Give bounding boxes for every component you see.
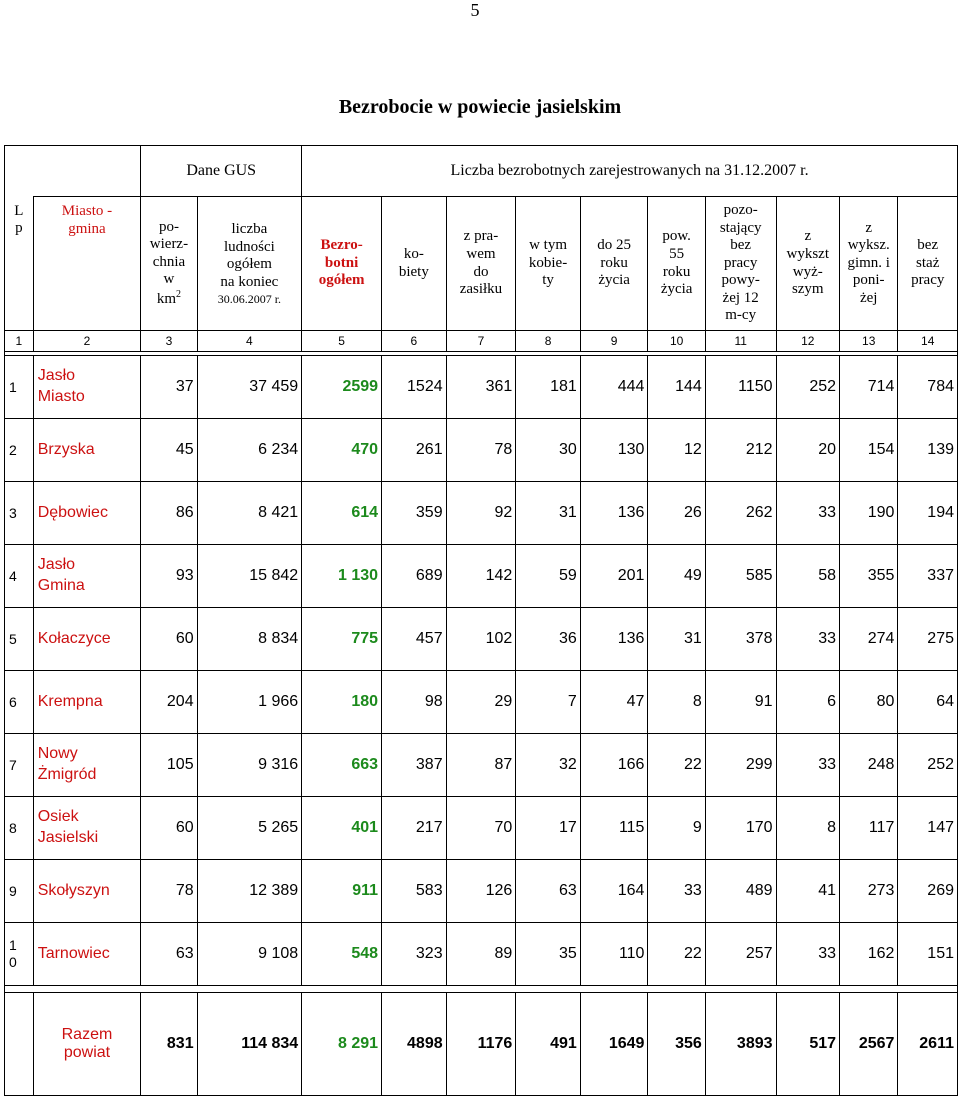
row-value: 166 [580,734,648,797]
header-line: bez [917,237,939,254]
column-number: 1 [5,331,34,352]
row-total: 470 [302,419,382,482]
row-value: 136 [580,608,648,671]
row-value: 147 [898,797,958,860]
row-value: 252 [776,356,840,419]
col-powierzchnia [141,197,197,331]
header-line: roku [662,263,691,280]
row-value: 31 [516,482,581,545]
header-line: roku [600,254,628,271]
row-name [33,671,141,734]
col-miasto-gmina [33,197,141,331]
row-value: 275 [898,608,958,671]
row-value: 15 842 [197,545,302,608]
row-name [33,860,141,923]
table-row [5,860,958,923]
row-value: 257 [705,923,776,986]
col-pow55 [648,197,705,331]
row-name-line: Tarnowiec [37,944,110,962]
header-line: gmina [68,220,106,237]
header-line: m-cy [725,307,757,324]
row-total: 911 [302,860,382,923]
header-line: wyksz. [847,237,890,254]
row-total: 180 [302,671,382,734]
header-line: pozo- [723,202,758,219]
summary-name-line: Razem [61,1026,113,1043]
col-bezrobotni [302,197,382,331]
header-line: na koniec [220,274,279,291]
column-number: 9 [580,331,648,352]
row-value: 35 [516,923,581,986]
header-line: z [804,228,812,245]
summary-value: 356 [648,993,705,1096]
row-value: 41 [776,860,840,923]
header-line: ludności [223,238,275,255]
row-value: 115 [580,797,648,860]
header-line: szym [791,281,824,298]
table-row [5,608,958,671]
row-value: 70 [446,797,516,860]
header-line: poni- [852,272,885,289]
row-value: 269 [898,860,958,923]
column-number: 6 [382,331,447,352]
row-value: 585 [705,545,776,608]
row-value: 194 [898,482,958,545]
row-total: 1 130 [302,545,382,608]
row-value: 36 [516,608,581,671]
header-registered: Liczba bezrobotnych zarejestrowanych na 31.12.2007 r. [302,146,958,197]
header-line: wykszt [786,245,830,262]
col-bez-stazu [898,197,958,331]
header-line: w tym [529,237,568,254]
table-row [5,545,958,608]
summary-lp [5,993,34,1096]
row-value: 58 [776,545,840,608]
row-total: 663 [302,734,382,797]
row-value: 387 [382,734,447,797]
col-wyzsze [776,197,840,331]
row-name-line: Miasto [37,388,85,405]
column-number: 7 [446,331,516,352]
header-gus: Dane GUS [141,146,302,197]
column-number: 3 [141,331,197,352]
header-line: ogółem [318,272,365,289]
row-value: 190 [840,482,898,545]
summary-row [5,993,958,1096]
row-value: 1150 [705,356,776,419]
row-value: 86 [141,482,197,545]
column-number: 13 [840,331,898,352]
column-number: 10 [648,331,705,352]
header-line: zasiłku [459,281,503,298]
row-value: 9 [648,797,705,860]
summary-value: 517 [776,993,840,1096]
row-value: 91 [705,671,776,734]
col-kobiety [382,197,447,331]
row-value: 92 [446,482,516,545]
row-value: 378 [705,608,776,671]
column-numbers-row [5,331,958,352]
summary-value: 4898 [382,993,447,1096]
header-group-row [5,146,958,197]
header-line: L [14,202,24,219]
row-value: 12 389 [197,860,302,923]
row-value: 63 [141,923,197,986]
row-value: 689 [382,545,447,608]
row-value: 80 [840,671,898,734]
header-line: 55 [669,245,685,262]
header-columns-row [5,197,958,331]
row-value: 323 [382,923,447,986]
column-number: 2 [33,331,141,352]
row-name-line: Jasło [37,556,76,574]
header-line: liczba [231,221,268,238]
row-value: 126 [446,860,516,923]
row-name [33,797,141,860]
header-line: stający [719,219,762,236]
row-value: 64 [898,671,958,734]
column-number: 12 [776,331,840,352]
row-value: 1524 [382,356,447,419]
table-row [5,923,958,986]
header-line: żej 12 [722,289,759,306]
row-value: 32 [516,734,581,797]
column-number: 8 [516,331,581,352]
header-line: do 25 [597,237,632,254]
summary-value: 491 [516,993,581,1096]
header-line: po- [158,218,179,235]
col-pozostajacy [705,197,776,331]
row-value: 337 [898,545,958,608]
row-name [33,419,141,482]
col-ludnosc [197,197,302,331]
row-value: 78 [141,860,197,923]
row-value: 17 [516,797,581,860]
row-value: 6 [776,671,840,734]
row-value: 714 [840,356,898,419]
row-name [33,545,141,608]
column-number: 14 [898,331,958,352]
row-value: 201 [580,545,648,608]
header-line: do [473,263,489,280]
row-value: 22 [648,923,705,986]
table-row [5,419,958,482]
row-value: 31 [648,608,705,671]
header-line: pracy [911,272,945,289]
row-value: 33 [776,482,840,545]
table-row [5,671,958,734]
row-value: 784 [898,356,958,419]
row-value: 489 [705,860,776,923]
row-value: 164 [580,860,648,923]
row-total: 548 [302,923,382,986]
row-total: 775 [302,608,382,671]
row-value: 30 [516,419,581,482]
row-name-line: Jasielski [37,829,99,846]
row-value: 130 [580,419,648,482]
row-name [33,608,141,671]
row-value: 181 [516,356,581,419]
col-w-tym-kobiety [516,197,581,331]
column-number: 5 [302,331,382,352]
col-z-prawem [446,197,516,331]
summary-name-line: powiat [63,1044,111,1061]
column-number: 11 [705,331,776,352]
row-value: 274 [840,608,898,671]
row-value: 8 834 [197,608,302,671]
summary-value: 1649 [580,993,648,1096]
row-value: 252 [898,734,958,797]
summary-value: 3893 [705,993,776,1096]
header-line: chnia [152,253,186,270]
row-value: 12 [648,419,705,482]
row-value: 1 966 [197,671,302,734]
row-value: 8 [648,671,705,734]
table-row [5,797,958,860]
row-value: 583 [382,860,447,923]
row-value: 355 [840,545,898,608]
row-value: 444 [580,356,648,419]
row-lp: 3 [5,482,34,545]
header-line: staż [916,254,940,271]
row-total: 614 [302,482,382,545]
summary-value: 2611 [898,993,958,1096]
row-value: 45 [141,419,197,482]
table-row [5,356,958,419]
row-value: 144 [648,356,705,419]
row-name-line: Kołaczyce [37,629,111,647]
header-line: ty [542,272,554,289]
row-value: 26 [648,482,705,545]
row-value: 22 [648,734,705,797]
header-line: z [865,219,873,236]
header-superscript: 2 [176,288,182,300]
row-value: 60 [141,797,197,860]
header-line: Bezro- [320,237,363,254]
row-value: 204 [141,671,197,734]
header-line: bez [730,237,752,254]
column-number: 4 [197,331,302,352]
row-value: 9 108 [197,923,302,986]
row-lp: 6 [5,671,34,734]
header-line: pracy [724,254,758,271]
header-line: wyż- [792,263,823,280]
header-line: kobie- [528,254,568,271]
header-line: z pra- [463,228,499,245]
header-line: wierz- [149,236,189,253]
summary-value: 2567 [840,993,898,1096]
summary-value: 1176 [446,993,516,1096]
header-line: $km^2$ [156,288,182,307]
header-line: w [163,271,175,288]
summary-total: 8 291 [302,993,382,1096]
row-name [33,482,141,545]
page-title: Bezrobocie w powiecie jasielskim [338,96,622,118]
row-value: 102 [446,608,516,671]
page-number: 5 [470,0,480,20]
row-lp: 1 [5,356,34,419]
row-lp: 4 [5,545,34,608]
unemployment-table [4,145,958,1096]
table-row [5,482,958,545]
summary-name [33,993,141,1096]
row-value: 33 [776,608,840,671]
row-value: 37 [141,356,197,419]
col-do25 [580,197,648,331]
row-name-line: Osiek [37,808,79,826]
row-value: 217 [382,797,447,860]
row-value: 9 316 [197,734,302,797]
spacer-cell [5,986,958,993]
row-value: 20 [776,419,840,482]
row-value: 361 [446,356,516,419]
row-value: 78 [446,419,516,482]
row-value: 117 [840,797,898,860]
row-value: 7 [516,671,581,734]
row-total: 401 [302,797,382,860]
header-line: wem [466,245,496,262]
col-lp [5,197,34,331]
row-value: 139 [898,419,958,482]
row-value: 8 421 [197,482,302,545]
row-value: 33 [776,923,840,986]
row-value: 93 [141,545,197,608]
header-line: powy- [721,272,760,289]
row-name-line: Jasło [37,367,76,385]
row-value: 162 [840,923,898,986]
row-value: 457 [382,608,447,671]
row-value: 359 [382,482,447,545]
row-value: 261 [382,419,447,482]
row-lp: 9 [5,860,34,923]
header-line: życia [660,281,693,298]
row-value: 5 265 [197,797,302,860]
header-line: pow. [662,228,691,245]
header-line: gimn. i [847,254,890,271]
row-value: 110 [580,923,648,986]
row-value: 60 [141,608,197,671]
row-name-line: Gmina [37,577,85,594]
row-value: 63 [516,860,581,923]
row-value: 248 [840,734,898,797]
row-value: 212 [705,419,776,482]
header-line: Miasto - [61,203,113,219]
header-line: biety [398,263,429,280]
header-date: 30.06.2007 r. [217,291,282,306]
header-line: ko- [403,245,424,262]
header-line: botni [324,254,359,271]
row-value: 33 [648,860,705,923]
row-name [33,356,141,419]
row-value: 89 [446,923,516,986]
row-lp: 7 [5,734,34,797]
row-value: 29 [446,671,516,734]
row-lp: 5 [5,608,34,671]
row-spacer [5,986,958,993]
row-name-line: Skołyszyn [37,881,110,899]
row-value: 37 459 [197,356,302,419]
row-value: 299 [705,734,776,797]
row-value: 273 [840,860,898,923]
row-value: 98 [382,671,447,734]
row-value: 59 [516,545,581,608]
header-blank [5,146,141,197]
row-value: 47 [580,671,648,734]
row-total: 2599 [302,356,382,419]
row-value: 6 234 [197,419,302,482]
col-gimn [840,197,898,331]
row-name-line: Żmigród [37,766,97,783]
row-value: 87 [446,734,516,797]
row-lp: 8 [5,797,34,860]
row-value: 136 [580,482,648,545]
row-name [33,734,141,797]
row-value: 33 [776,734,840,797]
summary-value: 114 834 [197,993,302,1096]
summary-value: 831 [141,993,197,1096]
header-line: żej [859,289,878,306]
row-value: 262 [705,482,776,545]
row-name [33,923,141,986]
row-lp: 2 [5,419,34,482]
row-value: 142 [446,545,516,608]
row-name-line: Brzyska [37,440,95,458]
row-value: 151 [898,923,958,986]
header-line: życia [598,272,630,289]
row-value: 8 [776,797,840,860]
row-name-line: Krempna [37,692,103,710]
row-value: 170 [705,797,776,860]
row-value: 49 [648,545,705,608]
row-value: 105 [141,734,197,797]
row-lp: 1 0 [5,923,34,986]
table-row [5,734,958,797]
row-name-line: Dębowiec [37,503,108,521]
header-line: ogółem [226,256,272,273]
row-value: 154 [840,419,898,482]
row-name-line: Nowy [37,745,78,763]
header-line: p [15,220,23,237]
